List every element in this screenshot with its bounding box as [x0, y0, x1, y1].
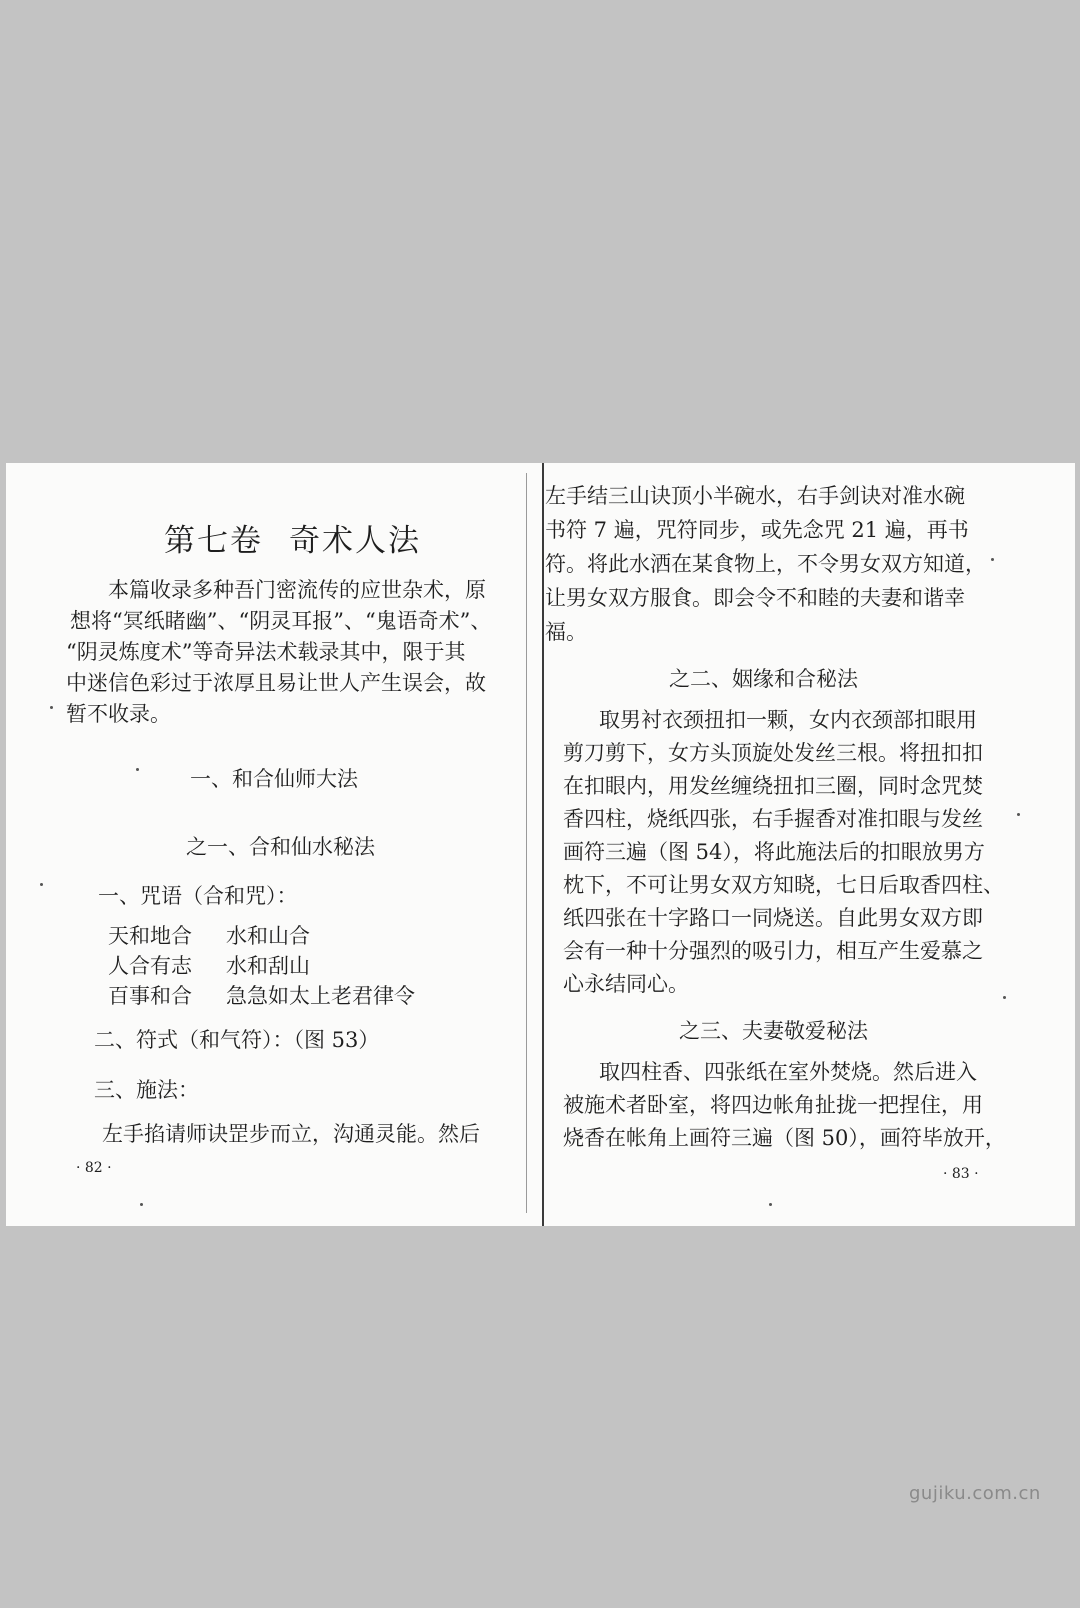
para1-line-4: 让男女双方服食。即会令不和睦的夫妻和谐幸 [545, 586, 965, 610]
scan-speck [136, 768, 139, 771]
incantation-2b: 水和刮山 [226, 954, 310, 978]
intro-line-4: 中迷信色彩过于浓厚且易让世人产生误会，故 [66, 671, 486, 695]
scan-speck [1017, 813, 1020, 816]
para3-line-1: 取四柱香、四张纸在室外焚烧。然后进入 [599, 1060, 977, 1084]
left-last-line: 左手掐请师诀罡步而立，沟通灵能。然后 [102, 1122, 480, 1146]
left-page [6, 463, 542, 1226]
incantation-3a: 百事和合 [108, 984, 192, 1008]
scan-speck [50, 706, 53, 709]
para1-line-1: 左手结三山诀顶小半碗水，右手剑诀对准水碗 [545, 484, 965, 508]
incantation-2a: 人合有志 [108, 954, 192, 978]
subsection-heading-3: 之三、夫妻敬爱秘法 [679, 1019, 868, 1043]
subsection-heading-1: 之一、合和仙水秘法 [186, 835, 375, 859]
chapter-name: 奇术人法 [289, 523, 421, 559]
para2-line-2: 剪刀剪下，女方头顶旋处发丝三根。将扭扣扣 [563, 741, 983, 765]
para1-line-2: 书符 7 遍，咒符同步，或先念咒 21 遍，再书 [545, 518, 969, 542]
scan-speck [40, 883, 43, 886]
para2-line-7: 纸四张在十字路口一同烧送。自此男女双方即 [563, 906, 983, 930]
para2-line-9: 心永结同心。 [563, 972, 689, 996]
para1-line-5: 福。 [545, 620, 587, 644]
para2-line-3: 在扣眼内，用发丝缠绕扭扣三圈，同时念咒焚 [563, 774, 983, 798]
scan-speck [140, 1203, 143, 1206]
page-number-left: · 82 · [76, 1160, 112, 1176]
incantation-1a: 天和地合 [108, 924, 192, 948]
para3-line-2: 被施术者卧室，将四边帐角扯拢一把捏住，用 [563, 1093, 983, 1117]
book-scan [6, 463, 1075, 1226]
section-heading: 一、和合仙师大法 [190, 767, 358, 791]
site-watermark: gujiku.com.cn [909, 1483, 1041, 1504]
incantation-1b: 水和山合 [226, 924, 310, 948]
para1-line-3: 符。将此水洒在某食物上，不令男女双方知道， [545, 552, 986, 576]
para2-line-6: 枕下，不可让男女双方知晓，七日后取香四柱、 [563, 873, 1004, 897]
intro-line-1: 本篇收录多种吾门密流传的应世杂术，原 [108, 578, 486, 602]
item-talisman: 二、符式（和气符）：（图 53） [94, 1028, 380, 1052]
para2-line-4: 香四柱，烧纸四张，右手握香对准扣眼与发丝 [563, 807, 983, 831]
incantation-3b: 急急如太上老君律令 [226, 984, 415, 1008]
intro-line-5: 暂不收录。 [66, 702, 171, 726]
scan-speck [1003, 996, 1006, 999]
page-number-right: · 83 · [943, 1166, 979, 1182]
item-method: 三、施法： [94, 1078, 199, 1102]
right-page [543, 463, 1075, 1226]
para2-line-5: 画符三遍（图 54），将此施法后的扣眼放男方 [563, 840, 985, 864]
item-incantation: 一、咒语（合和咒）： [98, 884, 298, 908]
scan-speck [769, 1203, 772, 1206]
intro-line-3: “阴灵炼度术”等奇异法术载录其中，限于其 [66, 640, 466, 664]
para3-line-3: 烧香在帐角上画符三遍（图 50），画符毕放开， [563, 1126, 1006, 1150]
chapter-title [164, 515, 421, 560]
para2-line-8: 会有一种十分强烈的吸引力，相互产生爱慕之 [563, 939, 983, 963]
chapter-number: 第七卷 [164, 523, 263, 559]
subsection-heading-2: 之二、姻缘和合秘法 [669, 667, 858, 691]
para2-line-1: 取男衬衣颈扭扣一颗，女内衣颈部扣眼用 [599, 708, 977, 732]
scan-speck [991, 558, 994, 561]
intro-line-2: 想将“冥纸睹幽”、“阴灵耳报”、“鬼语奇术”、 [70, 609, 492, 633]
